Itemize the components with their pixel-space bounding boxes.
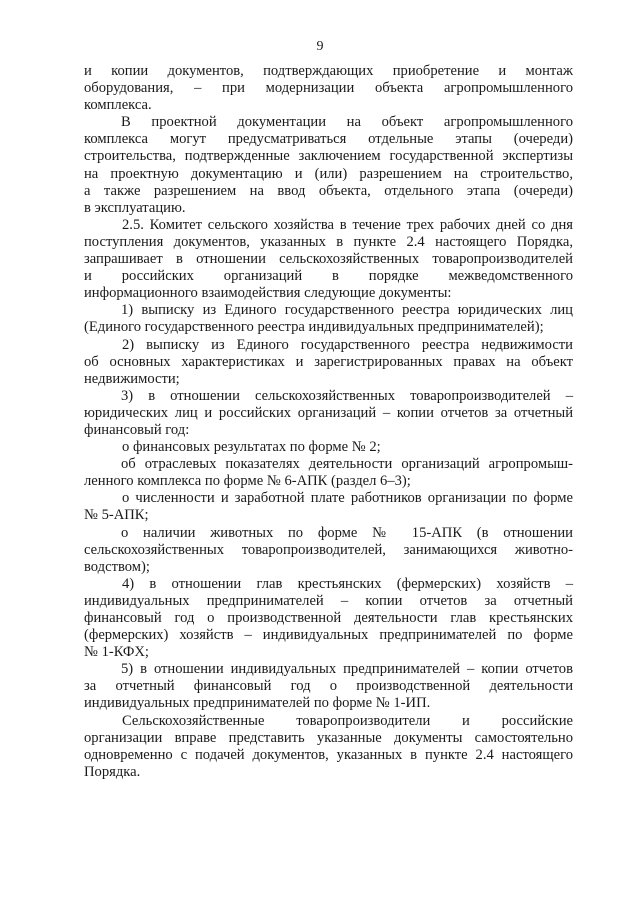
text-line: на проектную документацию и (или) разрешением на строительство, [84, 165, 573, 182]
text-line: информационного взаимодействия следующие документы: [84, 285, 452, 302]
paragraph [84, 490, 573, 524]
paragraph [84, 576, 573, 661]
text-line: о численности и заработной плате работников организации по форме [122, 490, 573, 507]
text-line: финансовый год: [84, 421, 190, 438]
text-line: в эксплуатацию. [84, 199, 186, 216]
text-line: юридических лиц и российских организаций – копии отчетов за отчетный [84, 404, 573, 421]
text-line: недвижимости; [84, 370, 180, 387]
paragraph [84, 661, 573, 712]
text-line: 2.5. Комитет сельского хозяйства в течение трех рабочих дней со дня [122, 216, 573, 233]
text-line: 5) в отношении индивидуальных предпринимателей – копии отчетов [121, 661, 573, 678]
text-line: Сельскохозяйственные товаропроизводители и российские [122, 712, 573, 729]
paragraph [84, 713, 573, 781]
text-line: № 5-АПК; [84, 507, 149, 524]
paragraph [84, 525, 573, 576]
text-line: организации вправе представить указанные документы самостоятельно [84, 729, 573, 746]
text-line: об основных характеристиках и зарегистрированных правах на объект [84, 353, 573, 370]
text-line: (фермерских) хозяйств – индивидуальных предпринимателей по форме [84, 627, 573, 644]
text-line: и копии документов, подтверждающих приобретение и монтаж [84, 63, 573, 79]
text-line: № 1-КФХ; [84, 644, 149, 661]
page-number: 9 [316, 39, 324, 54]
paragraph [84, 456, 573, 490]
paragraph [84, 388, 573, 439]
text-line: индивидуальных предпринимателей – копии отчетов за отчетный [84, 592, 573, 609]
text-line: В проектной документации на объект агропромышленного [121, 114, 573, 131]
text-line: (Единого государственного реестра индивидуальных предпринимателей); [84, 319, 544, 336]
text-line: сельскохозяйственных товаропроизводителей, занимающихся животно- [84, 541, 573, 558]
paragraph [84, 114, 573, 217]
text-line: 1) выписку из Единого государственного реестра юридических лиц [121, 302, 573, 319]
text-line: за отчетный финансовый год о производственной деятельности [84, 678, 573, 695]
text-line: 4) в отношении глав крестьянских (фермерских) хозяйств – [122, 575, 573, 592]
text-line: строительства, подтвержденные заключением государственной экспертизы [84, 148, 573, 165]
text-line: о финансовых результатах по форме № 2; [122, 439, 381, 456]
paragraph [84, 439, 573, 456]
text-line: Порядка. [84, 763, 141, 780]
text-line: запрашивает в отношении сельскохозяйственных товаропроизводителей [84, 251, 573, 268]
paragraph [84, 337, 573, 388]
paragraph [84, 302, 573, 336]
text-line: 3) в отношении сельскохозяйственных товаропроизводителей – [121, 387, 573, 404]
text-line: оборудования, – при модернизации объекта агропромышленного [84, 80, 573, 97]
text-line: об отраслевых показателях деятельности организаций агропромыш- [121, 456, 573, 473]
text-line: индивидуальных предпринимателей по форме № 1-ИП. [84, 695, 431, 712]
text-line: комплекса. [84, 97, 152, 114]
text-line: водством); [84, 558, 150, 575]
paragraph [84, 63, 573, 114]
text-line: о наличии животных по форме № 15-АПК (в отношении [121, 524, 573, 541]
document-body [84, 63, 573, 781]
text-line: комплекса могут предусматриваться отдельные этапы (очереди) [84, 131, 573, 148]
text-line: 2) выписку из Единого государственного реестра недвижимости [122, 336, 573, 353]
text-line: и российских организаций в порядке межведомственного [84, 268, 573, 285]
text-line: ленного комплекса по форме № 6-АПК (раздел 6–3); [84, 473, 411, 490]
text-line: а также разрешением на ввод объекта, отдельного этапа (очереди) [84, 182, 573, 199]
text-line: одновременно с подачей документов, указанных в пункте 2.4 настоящего [84, 746, 573, 763]
text-line: финансовый год о производственной деятельности глав крестьянских [84, 610, 573, 626]
paragraph [84, 217, 573, 302]
text-line: поступления документов, указанных в пункте 2.4 настоящего Порядка, [84, 233, 573, 250]
